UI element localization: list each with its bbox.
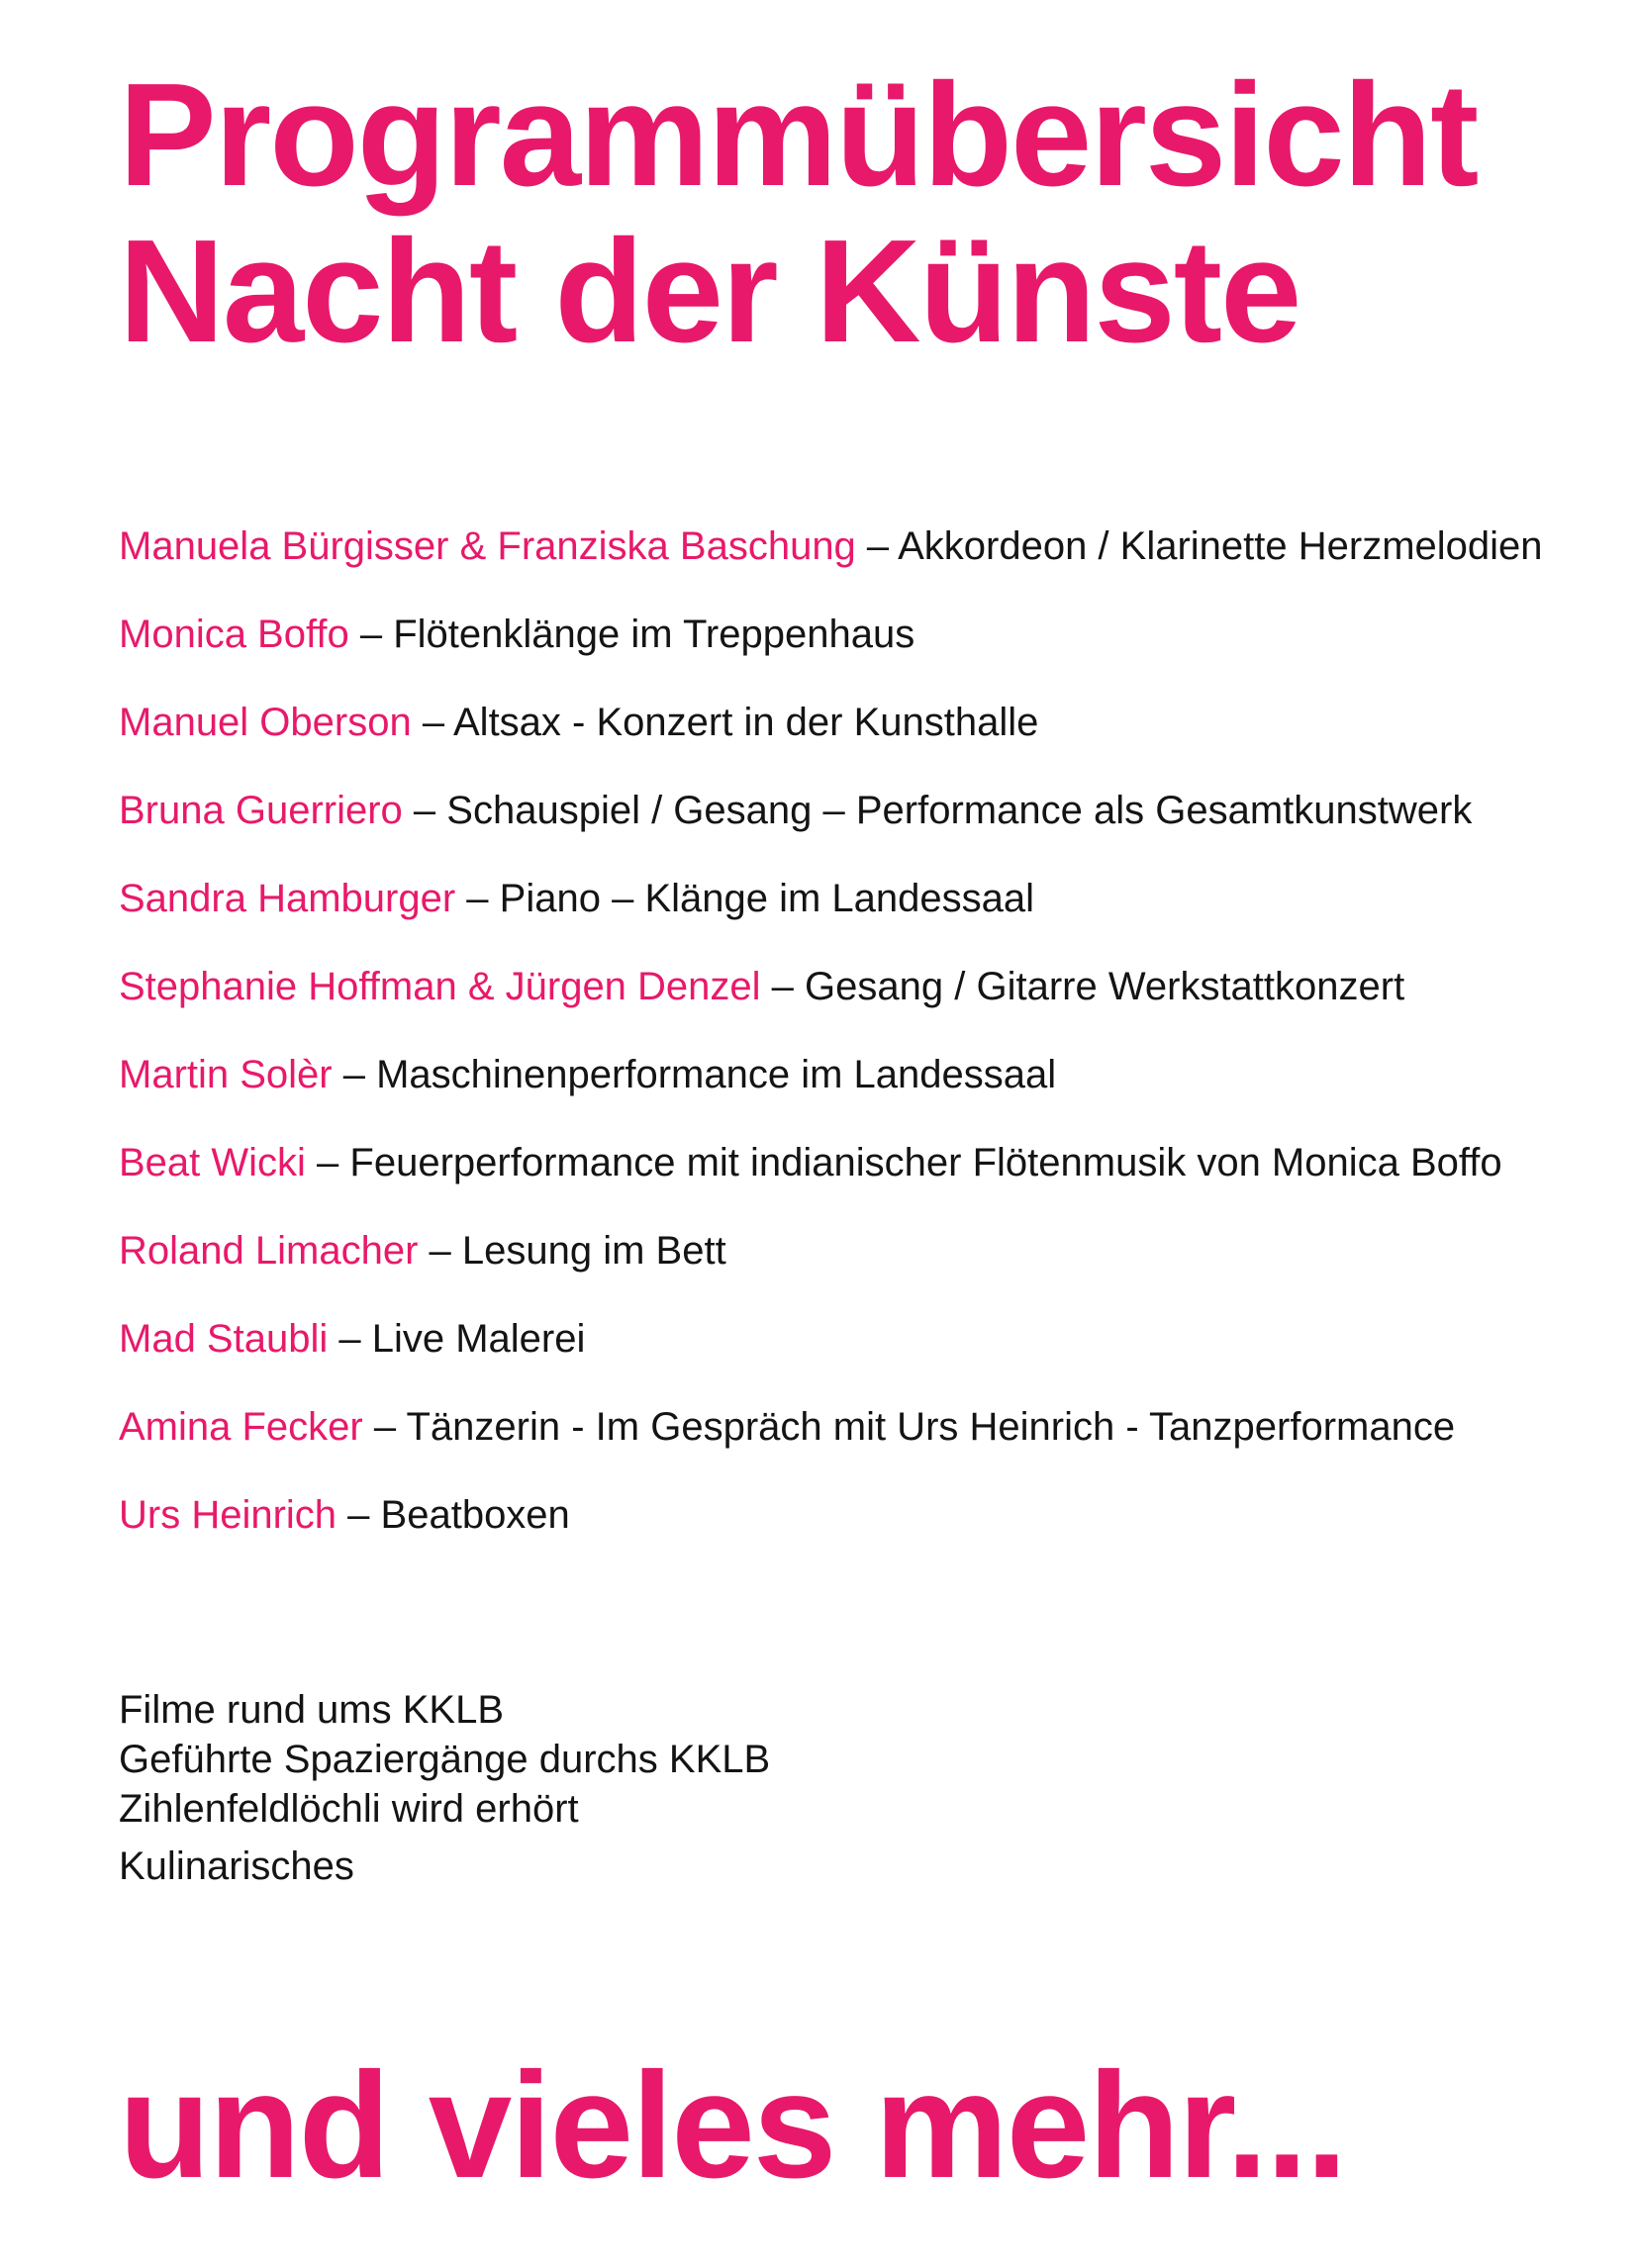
program-item <box>119 517 1603 605</box>
artist-name: Monica Boffo <box>119 613 349 656</box>
performance-description: Akkordeon / Klarinette Herzmelodien <box>898 524 1543 568</box>
artist-name: Urs Heinrich <box>119 1493 337 1537</box>
performance-description: Feuerperformance mit indianischer Flötenmusik von Monica Boffo <box>349 1141 1502 1184</box>
program-item <box>119 1397 1603 1485</box>
performance-description: Lesung im Bett <box>461 1229 726 1273</box>
program-item <box>119 1485 1603 1573</box>
extras-list <box>119 1685 770 1891</box>
extra-item: Kulinarisches <box>119 1844 354 1888</box>
extra-item: Filme rund ums KKLB <box>119 1688 505 1732</box>
separator: – <box>305 1141 350 1184</box>
separator: – <box>328 1317 372 1361</box>
artist-name: Manuela Bürgisser & Franziska Baschung <box>119 524 856 568</box>
separator: – <box>402 789 447 832</box>
separator: – <box>411 701 453 744</box>
extra-item: Zihlenfeldlöchli wird erhört <box>119 1787 579 1831</box>
separator: – <box>418 1229 462 1273</box>
program-item <box>119 605 1603 693</box>
program-item <box>119 781 1603 869</box>
separator: – <box>362 1405 407 1449</box>
artist-name: Martin Solèr <box>119 1053 333 1096</box>
artist-name: Stephanie Hoffman & Jürgen Denzel <box>119 965 761 1008</box>
separator: – <box>332 1053 377 1096</box>
title-line-2: Nacht der Künste <box>119 210 1300 373</box>
program-item <box>119 1221 1603 1309</box>
performance-description: Maschinenperformance im Landessaal <box>376 1053 1057 1096</box>
performance-description: Piano – Klänge im Landessaal <box>499 877 1035 920</box>
footer-tagline: und vieles mehr... <box>119 2041 1346 2210</box>
performance-description: Altsax - Konzert in der Kunsthalle <box>453 701 1039 744</box>
artist-name: Beat Wicki <box>119 1141 306 1184</box>
title-line-1: Programmübersicht <box>119 53 1478 217</box>
separator: – <box>337 1493 381 1537</box>
extra-item: Geführte Spaziergänge durchs KKLB <box>119 1738 771 1781</box>
performance-description: Gesang / Gitarre Werkstattkonzert <box>805 965 1405 1008</box>
program-item <box>119 957 1603 1045</box>
performance-description: Tänzerin - Im Gespräch mit Urs Heinrich - Tanzperformance <box>406 1405 1456 1449</box>
program-item <box>119 869 1603 957</box>
page-title <box>119 53 1478 373</box>
performance-description: Flötenklänge im Treppenhaus <box>393 613 915 656</box>
program-item <box>119 1309 1603 1397</box>
program-item <box>119 693 1603 781</box>
artist-name: Amina Fecker <box>119 1405 363 1449</box>
separator: – <box>760 965 806 1008</box>
performance-description: Live Malerei <box>371 1317 586 1361</box>
separator: – <box>455 877 500 920</box>
artist-name: Bruna Guerriero <box>119 789 403 832</box>
artist-name: Manuel Oberson <box>119 701 412 744</box>
artist-name: Sandra Hamburger <box>119 877 456 920</box>
artist-name: Mad Staubli <box>119 1317 329 1361</box>
program-item <box>119 1133 1603 1221</box>
performance-description: Beatboxen <box>380 1493 570 1537</box>
separator: – <box>855 524 899 568</box>
separator: – <box>348 613 394 656</box>
performance-description: Schauspiel / Gesang – Performance als Gesamtkunstwerk <box>446 789 1473 832</box>
program-list <box>119 517 1603 1573</box>
artist-name: Roland Limacher <box>119 1229 419 1273</box>
program-item <box>119 1045 1603 1133</box>
